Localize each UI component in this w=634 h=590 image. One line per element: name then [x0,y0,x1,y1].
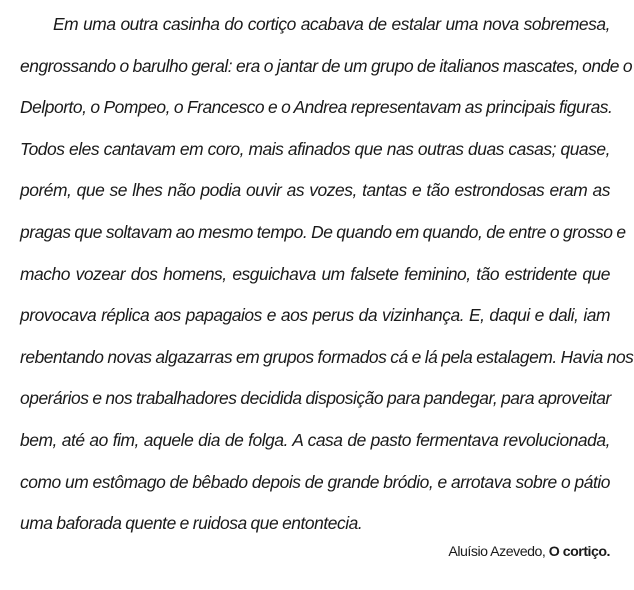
passage-line: pragas que soltavam ao mesmo tempo. De quando em quando, de entre o grosso e [20,221,626,242]
passage-line: Em uma outra casinha do cortiço acabava de estalar uma nova sobremesa, [53,14,610,34]
source-citation [448,544,610,560]
passage-line: operários e nos trabalhadores decidida disposição para pandegar, para aproveitar [20,388,611,409]
passage-line: macho vozear dos homens, esguichava um falsete feminino, tão estridente que [20,263,610,284]
passage-line: provocava réplica aos papagaios e aos perus da vizinhança. E, daqui e dali, iam [20,305,610,326]
passage-line: bem, até ao fim, aquele dia de folga. A casa de pasto fermentava revolucionada, [20,429,610,450]
passage-line: Todos eles cantavam em coro, mais afinados que nas outras duas casas; quase, [20,138,610,159]
citation-work-title: O cortiço. [548,544,610,560]
passage-line: rebentando novas algazarras em grupos formados cá e lá pela estalagem. Havia nos [20,346,634,367]
citation-author: Aluísio Azevedo, [448,544,549,560]
passage-line: como um estômago de bêbado depois de grande bródio, e arrotava sobre o pátio [20,471,610,492]
passage-line: engrossando o barulho geral: era o jantar de um grupo de italianos mascates, onde o [20,55,633,76]
literary-passage [20,4,634,545]
passage-line: uma baforada quente e ruidosa que entontecia. [20,513,363,534]
passage-line: porém, que se lhes não podia ouvir as vozes, tantas e tão estrondosas eram as [20,180,610,201]
passage-line: Delporto, o Pompeo, o Francesco e o Andrea representavam as principais figuras. [20,97,613,118]
